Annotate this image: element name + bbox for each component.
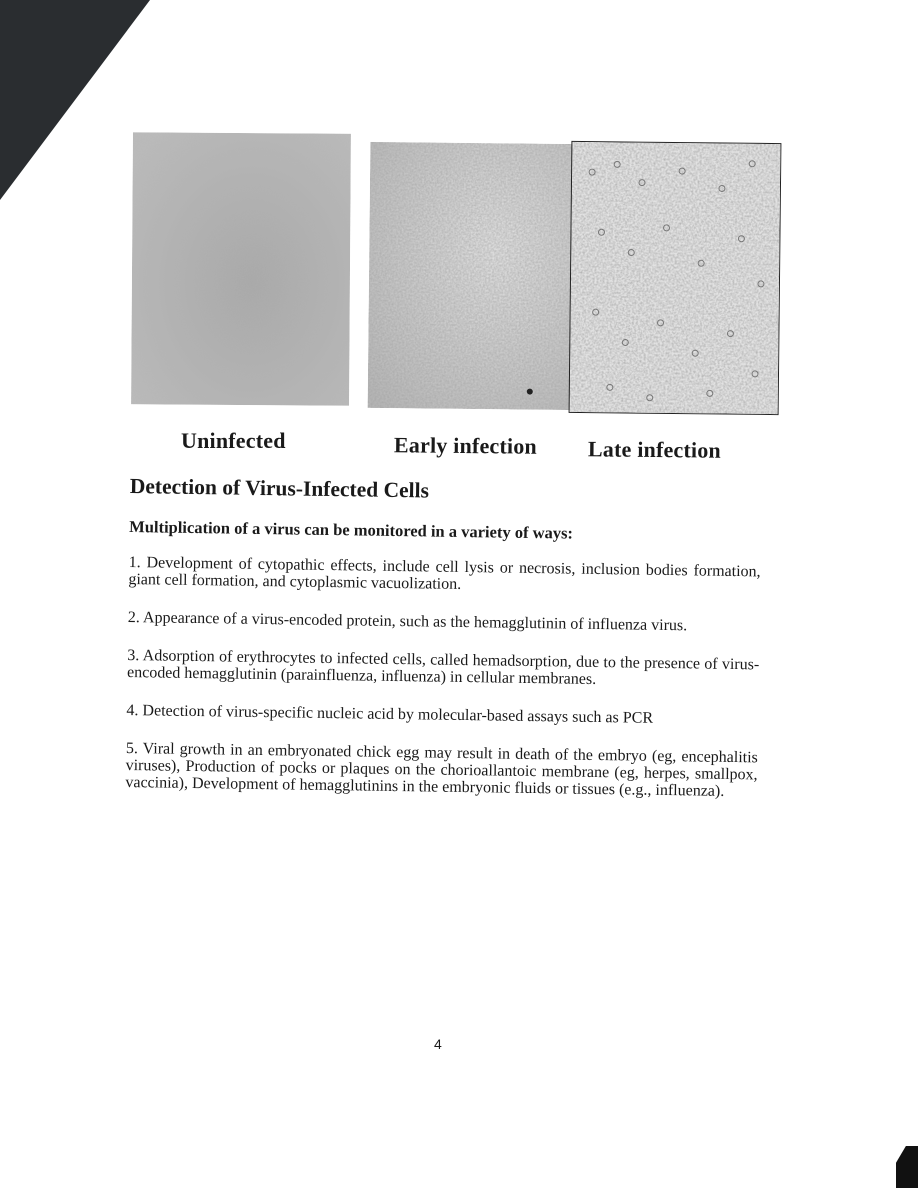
photo-background-corner-top-left bbox=[0, 0, 150, 200]
photo-background-corner-bottom-right bbox=[896, 1146, 918, 1188]
page-number: 4 bbox=[434, 1036, 442, 1052]
list-item: 4. Detection of virus-specific nucleic acid by molecular-based assays such as PCR bbox=[126, 702, 654, 727]
list-item: 3. Adsorption of erythrocytes to infected cells, called hemadsorption, due to the presence of virus-encoded hemagglutinin (parainfluenza, influenza) in cellular membranes. bbox=[126, 647, 760, 688]
section-title: Detection of Virus-Infected Cells bbox=[129, 474, 430, 503]
list-item: 1. Development of cytopathic effects, include cell lysis or necrosis, inclusion bodies formation, giant cell formation, and cytoplasmic vacuolization. bbox=[128, 554, 761, 593]
caption-uninfected: Uninfected bbox=[181, 428, 286, 453]
section-intro: Multiplication of a virus can be monitored in a variety of ways: bbox=[129, 517, 574, 543]
section-body bbox=[123, 474, 762, 821]
list-item: 2. Appearance of a virus-encoded protein, such as the hemagglutinin of influenza virus. bbox=[127, 609, 688, 635]
caption-early-infection: Early infection bbox=[393, 432, 538, 459]
micrograph-early-infection bbox=[368, 142, 583, 410]
micrograph-late-infection bbox=[569, 141, 782, 415]
micrograph-uninfected bbox=[131, 132, 351, 406]
caption-late-infection: Late infection bbox=[587, 436, 722, 463]
list-item: 5. Viral growth in an embryonated chick egg may result in death of the embryo (eg, encephalitis viruses), Production of pocks or plaques on the chorioallantoic membrane (eg, herpes, smallpox, vaccinia), Development of hemagglutinins in the embryonic fluids or tissues (e.g., influenza). bbox=[125, 740, 758, 800]
